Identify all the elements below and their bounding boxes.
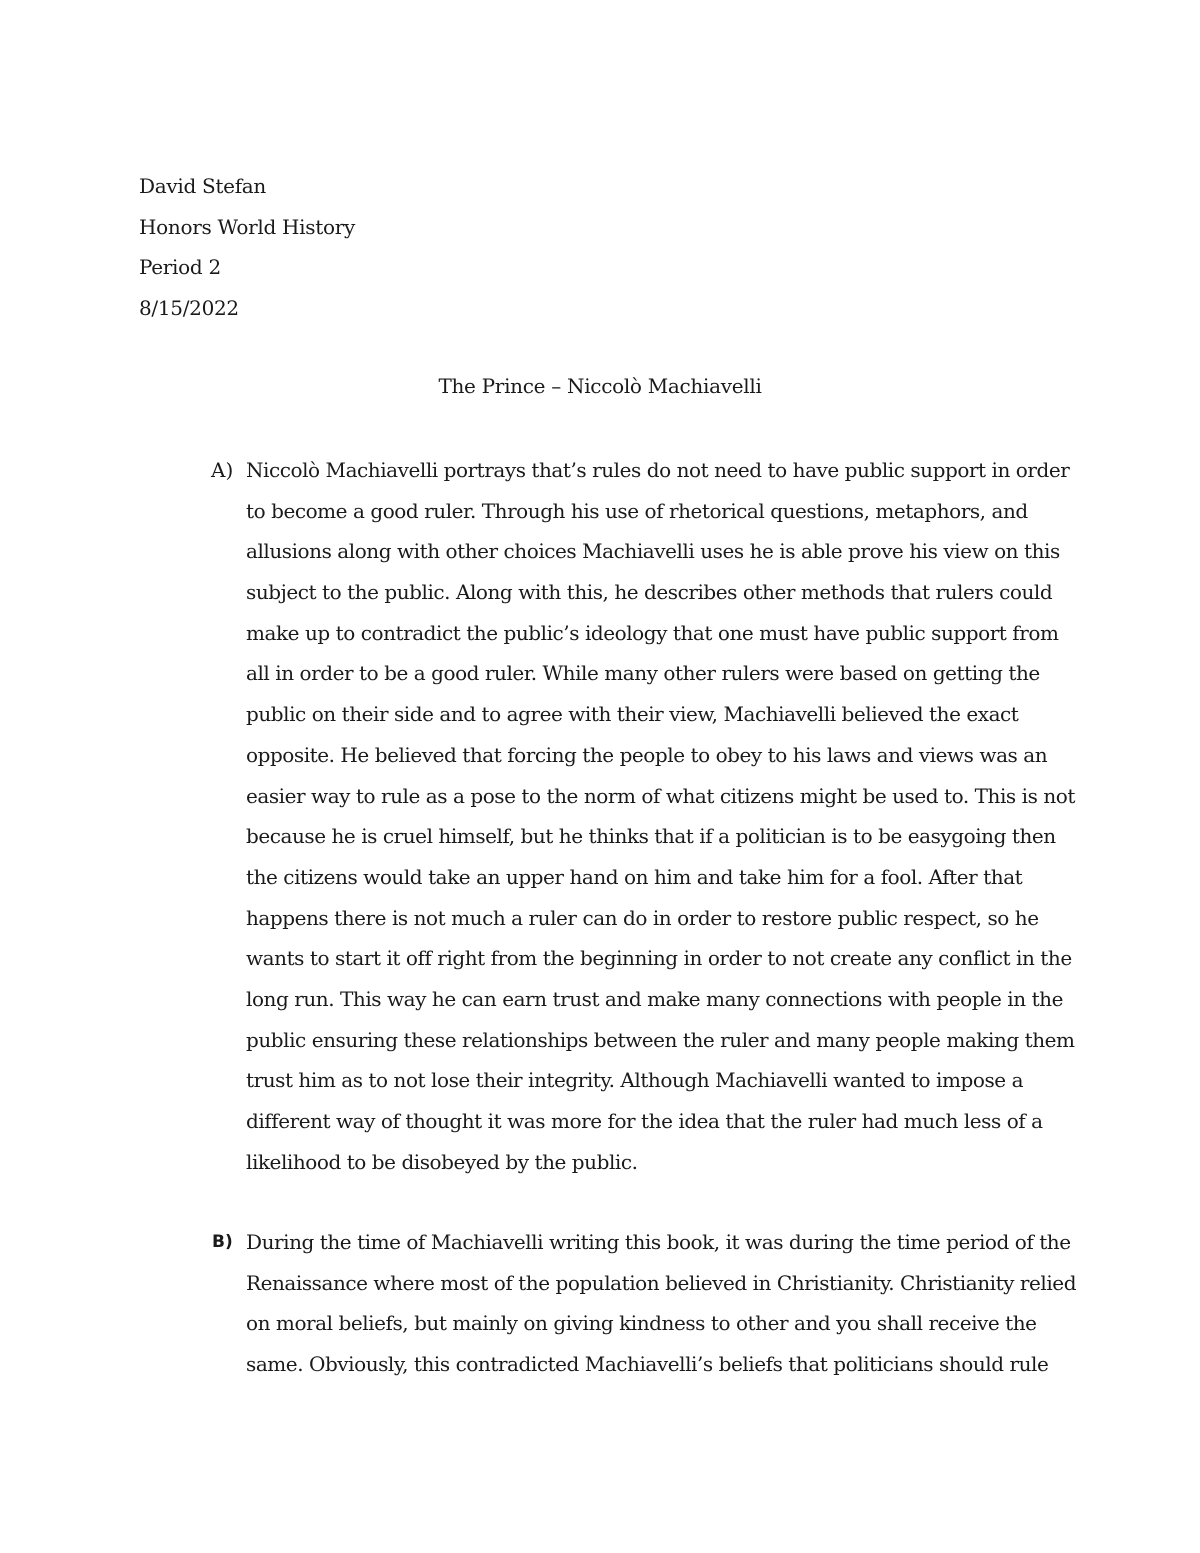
paragraph-a <box>246 450 1075 1182</box>
list-marker-a: A) <box>211 458 234 482</box>
text-line: easier way to rule as a pose to the norm of what citizens might be used to. This is not <box>246 783 1075 808</box>
list-marker-b: B) <box>212 1232 233 1252</box>
text-line: subject to the public. Along with this, he describes other methods that rulers could <box>246 580 1053 605</box>
submission-date: 8/15/2022 <box>139 295 239 320</box>
text-line: trust him as to not lose their integrity. Although Machiavelli wanted to impose a <box>246 1068 1024 1093</box>
text-line: the citizens would take an upper hand on him and take him for a fool. After that <box>246 864 1023 889</box>
text-line: opposite. He believed that forcing the people to obey to his laws and views was an <box>246 742 1048 767</box>
text-line: because he is cruel himself, but he thinks that if a politician is to be easygoing then <box>246 824 1056 849</box>
document-title: The Prince – Niccolò Machiavelli <box>438 374 762 398</box>
text-line: happens there is not much a ruler can do in order to restore public respect, so he <box>246 905 1039 930</box>
text-line: wants to start it off right from the beginning in order to not create any conflict in the <box>246 946 1072 971</box>
text-line: all in order to be a good ruler. While many other rulers were based on getting the <box>246 661 1040 686</box>
author-name: David Stefan <box>139 174 266 198</box>
text-line: Renaissance where most of the population believed in Christianity. Christianity relied <box>246 1270 1077 1295</box>
text-line: to become a good ruler. Through his use of rhetorical questions, metaphors, and <box>246 498 1028 523</box>
course-name: Honors World History <box>139 214 355 239</box>
text-line: Niccolò Machiavelli portrays that’s rules do not need to have public support in order <box>246 458 1070 482</box>
text-line: same. Obviously, this contradicted Machiavelli’s beliefs that politicians should rule <box>246 1352 1049 1377</box>
class-period: Period 2 <box>139 255 221 279</box>
paragraph-b <box>246 1222 1076 1385</box>
text-line: make up to contradict the public’s ideology that one must have public support from <box>246 620 1059 645</box>
text-line: allusions along with other choices Machiavelli uses he is able prove his view on this <box>246 539 1060 564</box>
text-line: on moral beliefs, but mainly on giving kindness to other and you shall receive the <box>246 1311 1037 1336</box>
text-line: different way of thought it was more for the idea that the ruler had much less of a <box>246 1109 1043 1133</box>
text-line: public on their side and to agree with their view, Machiavelli believed the exact <box>246 702 1019 727</box>
text-line: long run. This way he can earn trust and make many connections with people in the <box>246 986 1063 1011</box>
text-line: During the time of Machiavelli writing this book, it was during the time period of the <box>246 1230 1071 1254</box>
text-line: likelihood to be disobeyed by the public. <box>246 1149 638 1174</box>
heading-block <box>139 166 355 328</box>
text-line: public ensuring these relationships between the ruler and many people making them <box>246 1027 1075 1052</box>
